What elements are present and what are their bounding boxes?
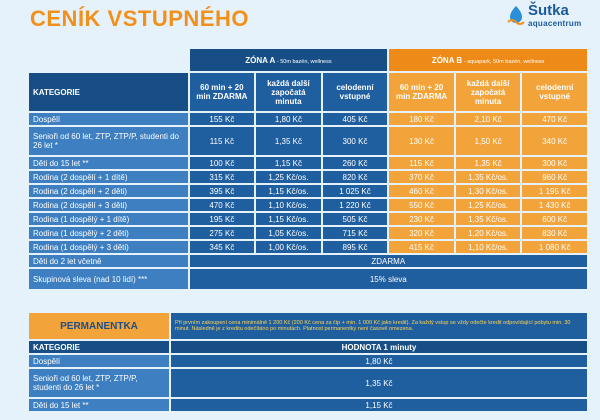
- col-header-b2: každá další započatá minuta: [456, 73, 521, 111]
- table-row: [29, 369, 587, 397]
- row-category: Rodina (2 dospělí + 1 dítě): [29, 171, 188, 183]
- row-category: Děti do 2 let včetně: [29, 255, 188, 267]
- price-cell: 195 Kč: [190, 213, 255, 225]
- price-cell: 1,05 Kč/os.: [256, 227, 321, 239]
- logo-sub: aquacentrum: [528, 19, 582, 28]
- price-cell: 470 Kč: [522, 113, 587, 125]
- table-row: [29, 127, 587, 155]
- price-table: [27, 47, 589, 291]
- price-cell: 470 Kč: [190, 199, 255, 211]
- price-cell: 830 Kč: [522, 227, 587, 239]
- price-cell: 320 Kč: [389, 227, 454, 239]
- price-cell: 1 080 Kč: [522, 241, 587, 253]
- price-cell: 155 Kč: [190, 113, 255, 125]
- price-cell: 1,25 Kč/os.: [456, 199, 521, 211]
- price-cell: 300 Kč: [323, 127, 388, 155]
- free-entry-cell: ZDARMA: [190, 255, 587, 267]
- price-cell: 460 Kč: [389, 185, 454, 197]
- permanent-category-header: KATEGORIE: [29, 341, 169, 353]
- table-row: [29, 171, 587, 183]
- price-cell: 130 Kč: [389, 127, 454, 155]
- price-cell: 1,10 Kč/os.: [256, 199, 321, 211]
- permanent-title: PERMANENTKA: [29, 313, 169, 339]
- price-cell: 345 Kč: [190, 241, 255, 253]
- minute-value: 1,15 Kč: [171, 399, 587, 411]
- table-row: [29, 199, 587, 211]
- price-cell: 505 Kč: [323, 213, 388, 225]
- permanent-value-header: HODNOTA 1 minuty: [171, 341, 587, 353]
- table-row: [29, 355, 587, 367]
- price-cell: 180 Kč: [389, 113, 454, 125]
- table-row: [29, 255, 587, 267]
- price-cell: 1,30 Kč/os.: [456, 185, 521, 197]
- table-row: [29, 185, 587, 197]
- permanent-table: [27, 311, 589, 413]
- row-category: Skupinová sleva (nad 10 lidí) ***: [29, 269, 188, 289]
- price-cell: 2,10 Kč: [456, 113, 521, 125]
- price-cell: 1 220 Kč: [323, 199, 388, 211]
- price-cell: 340 Kč: [522, 127, 587, 155]
- sutka-logo: [506, 2, 582, 32]
- row-category: Senioři od 60 let, ZTP, ZTP/P, studenti do 26 let *: [29, 369, 169, 397]
- row-category: Rodina (1 dospělý + 2 děti): [29, 227, 188, 239]
- col-header-b1: 60 min + 20 min ZDARMA: [389, 73, 454, 111]
- price-cell: 1 195 Kč: [522, 185, 587, 197]
- price-cell: 600 Kč: [522, 213, 587, 225]
- price-cell: 1 430 Kč: [522, 199, 587, 211]
- table-row: [29, 241, 587, 253]
- row-category: Děti do 15 let **: [29, 157, 188, 169]
- price-cell: 1,80 Kč: [256, 113, 321, 125]
- row-category: Rodina (2 dospělí + 3 děti): [29, 199, 188, 211]
- minute-value: 1,35 Kč: [171, 369, 587, 397]
- price-cell: 230 Kč: [389, 213, 454, 225]
- minute-value: 1,80 Kč: [171, 355, 587, 367]
- col-header-a3: celodenní vstupné: [323, 73, 388, 111]
- price-cell: 275 Kč: [190, 227, 255, 239]
- price-cell: 370 Kč: [389, 171, 454, 183]
- row-category: Rodina (1 dospělý + 1 dítě): [29, 213, 188, 225]
- price-cell: 115 Kč: [190, 127, 255, 155]
- zone-a-header: ZÓNA A - 50m bazén, wellness: [190, 49, 388, 71]
- price-cell: 1,35 Kč/os.: [456, 213, 521, 225]
- price-cell: 405 Kč: [323, 113, 388, 125]
- price-cell: 1,00 Kč/os.: [256, 241, 321, 253]
- page-title: CENÍK VSTUPNÉHO: [30, 6, 249, 31]
- price-cell: 300 Kč: [522, 157, 587, 169]
- price-cell: 100 Kč: [190, 157, 255, 169]
- price-cell: 1,35 Kč/os.: [456, 171, 521, 183]
- row-category: Děti do 15 let **: [29, 399, 169, 411]
- price-cell: 1,35 Kč: [456, 157, 521, 169]
- price-cell: 715 Kč: [323, 227, 388, 239]
- row-category: Dospělí: [29, 355, 169, 367]
- price-cell: 395 Kč: [190, 185, 255, 197]
- table-row: [29, 227, 587, 239]
- price-cell: 115 Kč: [389, 157, 454, 169]
- row-category: Rodina (1 dospělý + 3 děti): [29, 241, 188, 253]
- col-header-a2: každá další započatá minuta: [256, 73, 321, 111]
- table-row: [29, 399, 587, 411]
- category-header: KATEGORIE: [29, 73, 188, 111]
- price-cell: 260 Kč: [323, 157, 388, 169]
- price-cell: 1,15 Kč/os.: [256, 213, 321, 225]
- price-cell: 1,15 Kč: [256, 157, 321, 169]
- row-category: Rodina (2 dospělí + 2 děti): [29, 185, 188, 197]
- price-cell: 820 Kč: [323, 171, 388, 183]
- price-cell: 1,25 Kč/os.: [256, 171, 321, 183]
- corner-cell: [29, 49, 188, 71]
- table-row: [29, 157, 587, 169]
- group-discount-cell: 15% sleva: [190, 269, 587, 289]
- price-cell: 1,10 Kč/os.: [456, 241, 521, 253]
- col-header-b3: celodenní vstupné: [522, 73, 587, 111]
- price-cell: 1,50 Kč: [456, 127, 521, 155]
- zone-b-header: ZÓNA B - aquapark, 50m bazén, wellness: [389, 49, 587, 71]
- price-cell: 315 Kč: [190, 171, 255, 183]
- table-row: [29, 213, 587, 225]
- col-header-a1: 60 min + 20 min ZDARMA: [190, 73, 255, 111]
- logo-brand: Šutka: [528, 2, 569, 19]
- permanent-note: Při prvním zakoupení cena minimálně 1 200 Kč (200 Kč cena za čip + min. 1 000 Kč jako kredit). Za každý vstup se vždy odečte kredit odpovídající pobytu min. 30 minut. Následně je z kreditu odečítáno po minutách. Platnost permanentky není časově omezena.: [171, 313, 587, 339]
- table-row: [29, 269, 587, 289]
- price-cell: 1,15 Kč/os.: [256, 185, 321, 197]
- price-cell: 960 Kč: [522, 171, 587, 183]
- price-cell: 415 Kč: [389, 241, 454, 253]
- row-category: Dospělí: [29, 113, 188, 125]
- price-cell: 1,35 Kč: [256, 127, 321, 155]
- wave-icon: [506, 4, 526, 26]
- row-category: Senioři od 60 let, ZTP, ZTP/P, studenti do 26 let *: [29, 127, 188, 155]
- price-cell: 1 025 Kč: [323, 185, 388, 197]
- price-cell: 550 Kč: [389, 199, 454, 211]
- price-cell: 895 Kč: [323, 241, 388, 253]
- price-cell: 1,20 Kč/os.: [456, 227, 521, 239]
- table-row: [29, 113, 587, 125]
